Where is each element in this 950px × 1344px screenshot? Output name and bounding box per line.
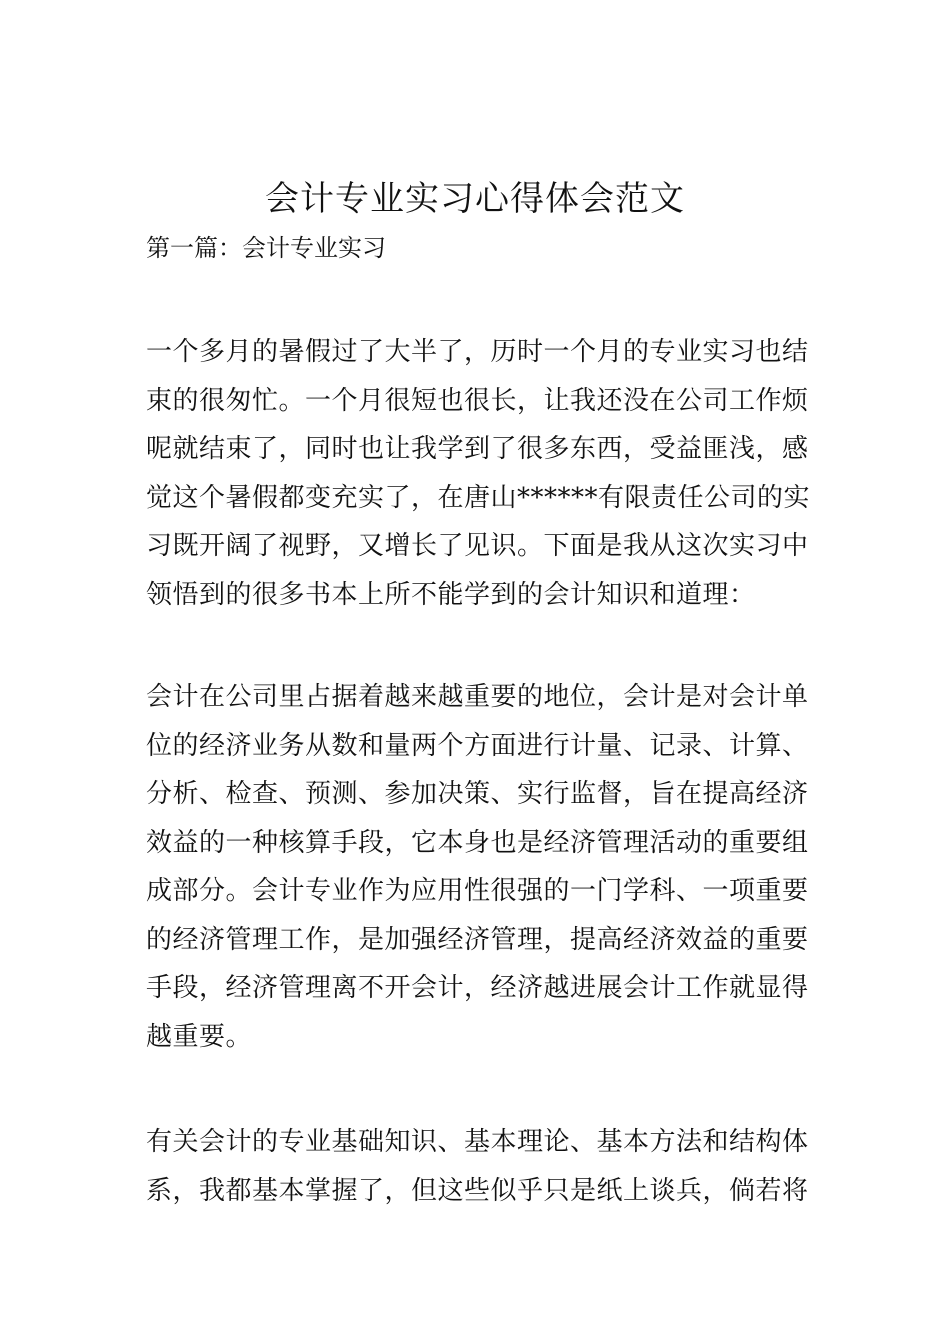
paragraph-line: 觉这个暑假都变充实了，在唐山******有限责任公司的实 xyxy=(146,482,811,513)
paragraph-line: 呢就结束了，同时也让我学到了很多东西，受益匪浅，感 xyxy=(146,434,809,464)
paragraph-line: 会计在公司里占据着越来越重要的地位，会计是对会计单 xyxy=(146,682,809,712)
paragraph-2 xyxy=(146,673,811,1061)
paragraph-line: 效益的一种核算手段，它本身也是经济管理活动的重要组 xyxy=(146,827,809,858)
document-title: 会计专业实习心得体会范文 xyxy=(265,179,685,219)
paragraph-line: 成部分。会计专业作为应用性很强的一门学科、一项重要 xyxy=(146,876,809,906)
paragraph-1 xyxy=(146,328,811,619)
paragraph-line: 习既开阔了视野，又增长了见识。下面是我从这次实习中 xyxy=(146,531,809,561)
paragraph-line: 束的很匆忙。一个月很短也很长，让我还没在公司工作烦 xyxy=(146,385,809,416)
paragraph-line: 的经济管理工作，是加强经济管理，提高经济效益的重要 xyxy=(146,924,809,955)
paragraph-line: 领悟到的很多书本上所不能学到的会计知识和道理： xyxy=(146,579,756,610)
paragraph-line: 分析、检查、预测、参加决策、实行监督，旨在提高经济 xyxy=(146,779,809,809)
section-subtitle: 第一篇：会计专业实习 xyxy=(146,234,386,262)
paragraph-3 xyxy=(146,1118,811,1215)
paragraph-line: 系，我都基本掌握了，但这些似乎只是纸上谈兵，倘若将 xyxy=(146,1175,809,1206)
paragraph-line: 手段，经济管理离不开会计，经济越进展会计工作就显得 xyxy=(146,973,809,1003)
paragraph-line: 一个多月的暑假过了大半了，历时一个月的专业实习也结 xyxy=(146,337,809,367)
paragraph-line: 越重要。 xyxy=(146,1021,253,1052)
paragraph-line: 位的经济业务从数和量两个方面进行计量、记录、计算、 xyxy=(146,730,809,761)
paragraph-line: 有关会计的专业基础知识、基本理论、基本方法和结构体 xyxy=(146,1127,809,1157)
